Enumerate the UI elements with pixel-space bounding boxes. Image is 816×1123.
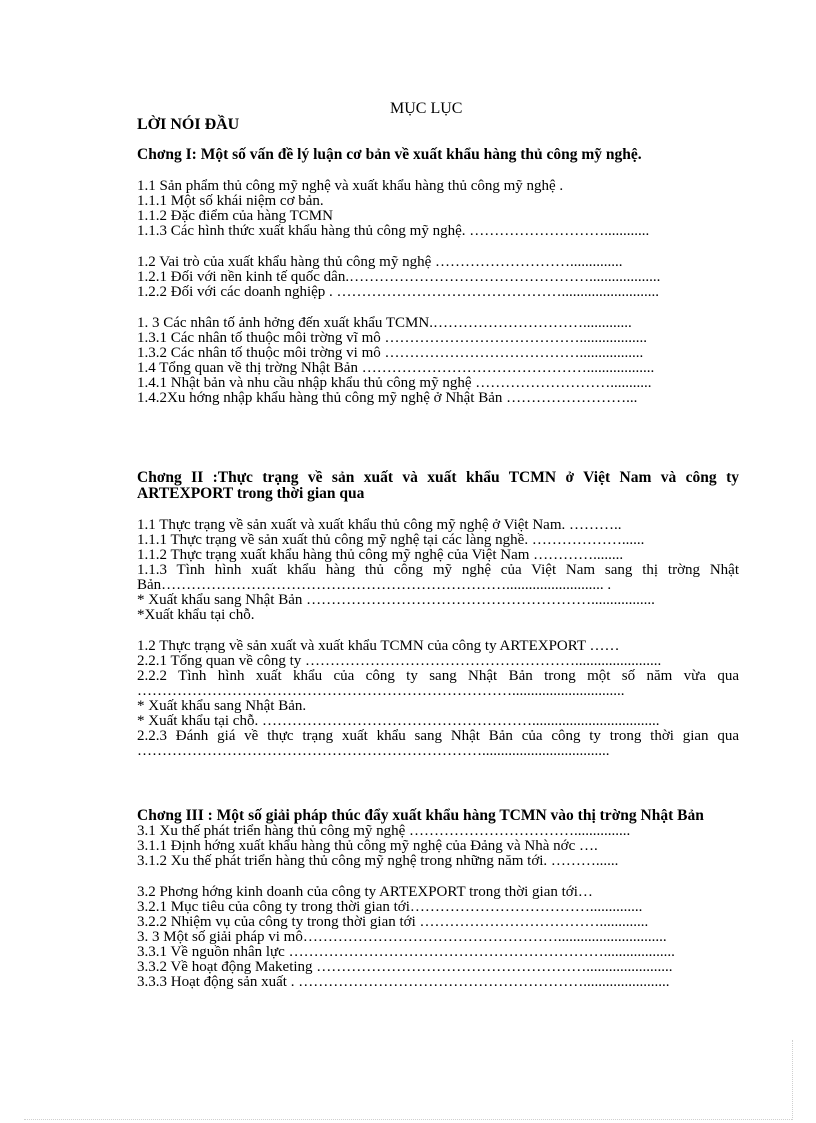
toc-entry: 1.1 Sản phẩm thủ công mỹ nghệ và xuất khẩu hàng thủ công mỹ nghệ . [137, 179, 564, 194]
toc-entry: 3.3.3 Hoạt động sản xuất . …………………………………………………....................... [137, 975, 670, 990]
toc-entry: 1.4.2Xu hớng nhập khẩu hàng thủ công mỹ nghệ ở Nhật Bản ……………………... [137, 391, 638, 406]
toc-entry: 1.1.3 Tình hình xuất khẩu hàng thủ công mỹ nghệ của Việt Nam sang thị trờng Nhật Bản…………………………………………………………….......................... . [137, 562, 739, 593]
toc-entry: 3. 3 Một số giải pháp vi mô……………………………………………............................. [137, 930, 667, 945]
chapter-3 [137, 808, 739, 990]
toc-entry: 1.1.2 Đặc điểm của hàng TCMN [137, 209, 333, 224]
toc-entry: * Xuất khẩu sang Nhật Bản. [137, 699, 307, 714]
toc-entry: 3.3.2 Về hoạt động Maketing ………………………………………………....................... [137, 960, 673, 975]
page-edge-right [792, 1040, 793, 1120]
toc-entry: 3.2.1 Mục tiêu của công ty trong thời gian tới……………………………….............. [137, 900, 643, 915]
toc-entry: 1.2.2 Đối với các doanh nghiệp . ……………………………………….......................... [137, 285, 660, 300]
toc-entry: 2.2.2 Tình hình xuất khẩu của công ty sang Nhật Bản trong một số năm vừa qua ………………………………………………………………….............................. [137, 668, 739, 699]
toc-entry: 1.1 Thực trạng về sản xuất và xuất khẩu thủ công mỹ nghệ ở Việt Nam. ……….. [137, 518, 622, 533]
intro-heading: LỜI NÓI ĐẦU [137, 116, 240, 133]
toc-entry: 3.1.2 Xu thế phát triển hàng thủ công mỹ nghệ trong những năm tới. ………...... [137, 854, 619, 869]
toc-entry: 1.2 Vai trò của xuất khẩu hàng thủ công mỹ nghệ ……………………….............. [137, 255, 623, 270]
toc-entry: 1.1.1 Thực trạng về sản xuất thủ công mỹ nghệ tại các làng nghề. ………………...... [137, 533, 645, 548]
page-edge-bottom [24, 1119, 792, 1120]
toc-entry: 3.2 Phơng hớng kinh doanh của công ty ARTEXPORT trong thời gian tới… [137, 885, 593, 900]
toc-entry: 1.3.2 Các nhân tố thuộc môi trờng vi mô …………………………………................. [137, 346, 644, 361]
chapter-heading: Chơng I: Một số vấn đề lý luận cơ bản về xuất khẩu hàng thủ công mỹ nghệ. [137, 146, 642, 163]
toc-entry: 1.3.1 Các nhân tố thuộc môi trờng vĩ mô ………………………………….................. [137, 331, 647, 346]
chapter-2 [137, 470, 739, 759]
toc-entry: 1.1.2 Thực trạng xuất khẩu hàng thủ công mỹ nghệ của Việt Nam …………........ [137, 548, 624, 563]
toc-entry: 1.1.3 Các hình thức xuất khẩu hàng thủ công mỹ nghệ. ………………………............ [137, 224, 650, 239]
toc-entry: 1. 3 Các nhân tố ảnh hởng đến xuất khẩu TCMN.…………………………............. [137, 316, 632, 331]
chapter-heading: Chơng III : Một số giải pháp thúc đẩy xuất khẩu hàng TCMN vào thị trờng Nhật Bản [137, 807, 704, 824]
toc-entry: 3.2.2 Nhiệm vụ của công ty trong thời gian tới ………………………………............. [137, 915, 649, 930]
toc-entry: 1.4 Tổng quan về thị trờng Nhật Bản ……………………………………….................. [137, 361, 655, 376]
toc-entry: 2.2.1 Tổng quan về công ty ………………………………………………....................... [137, 654, 662, 669]
toc-entry: 1.2 Thực trạng về sản xuất và xuất khẩu TCMN của công ty ARTEXPORT …… [137, 639, 620, 654]
toc-entry: 3.3.1 Về nguồn nhân lực ………………………………………………………................... [137, 945, 675, 960]
toc-entry: 2.2.3 Đánh giá về thực trạng xuất khẩu sang Nhật Bản của công ty trong thời gian qua …………………………………………………………….................................. [137, 728, 739, 759]
toc-entry: * Xuất khẩu tại chỗ. ……………………………………………….................................. [137, 714, 660, 729]
toc-entry: * Xuất khẩu sang Nhật Bản …………………………………………………................. [137, 593, 655, 608]
toc-entry: *Xuất khẩu tại chỗ. [137, 608, 255, 623]
chapter-heading: Chơng II :Thực trạng về sản xuất và xuất khẩu TCMN ở Việt Nam và công ty ARTEXPORT trong thời gian qua [137, 469, 739, 502]
toc-entry: 1.1.1 Một số khái niệm cơ bản. [137, 194, 324, 209]
toc-entry: 1.4.1 Nhật bản và nhu cầu nhập khẩu thủ công mỹ nghệ ………………………........... [137, 376, 652, 391]
toc-entry: 3.1.1 Định hớng xuất khẩu hàng thủ công mỹ nghệ của Đảng và Nhà nớc …. [137, 839, 598, 854]
toc-entry: 3.1 Xu thế phát triển hàng thủ công mỹ nghệ ……………………………............... [137, 824, 631, 839]
page-title: MỤC LỤC [390, 100, 463, 117]
toc-entry: 1.2.1 Đối với nền kinh tế quốc dân.…………………………………………................... [137, 270, 661, 285]
chapter-1 [137, 147, 739, 406]
